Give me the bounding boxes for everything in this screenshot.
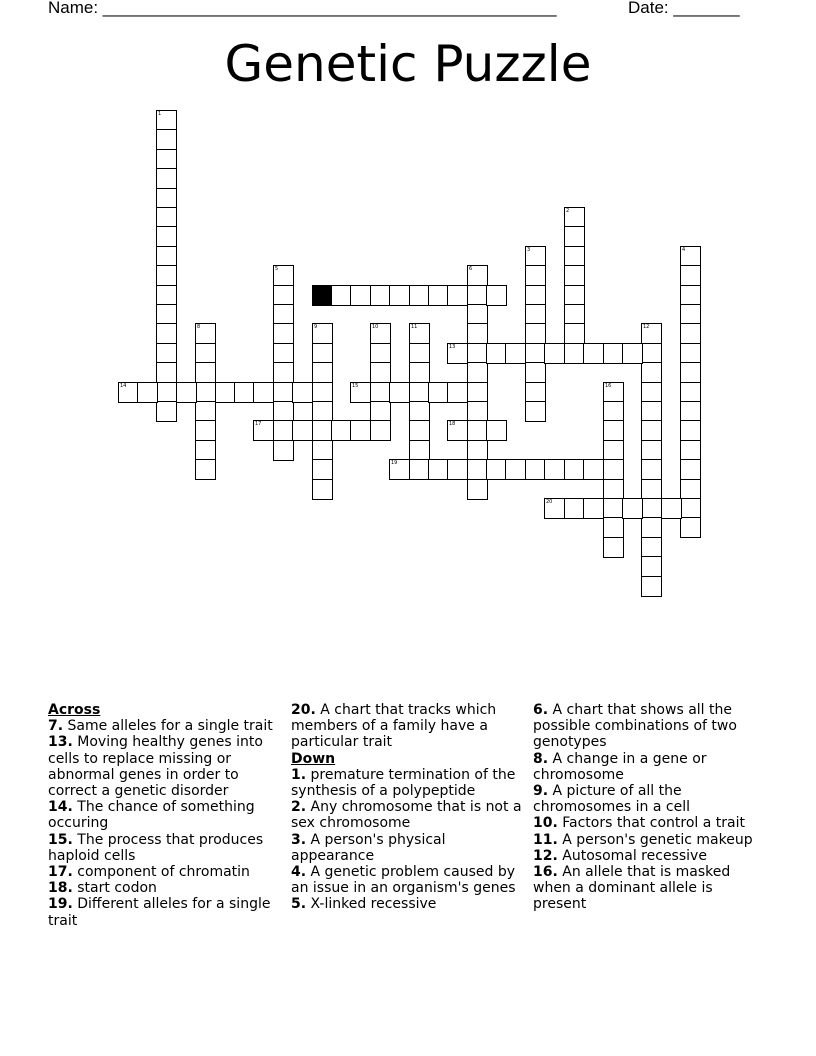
grid-cell[interactable] [253, 420, 274, 441]
grid-cell[interactable] [156, 207, 177, 228]
grid-cell[interactable] [370, 343, 391, 364]
clue-across-13: 13. Moving healthy genes into cells to replace missing or abnormal genes in order to correct a genetic disorder [48, 734, 263, 800]
clue-across-17: 17. component of chromatin [48, 864, 250, 881]
grid-cell[interactable] [447, 420, 468, 441]
cell-number: 15 [352, 383, 359, 389]
cell-number: 11 [411, 324, 418, 330]
grid-cell[interactable] [215, 382, 236, 403]
grid-cell[interactable] [467, 323, 488, 344]
grid-cell[interactable] [409, 440, 430, 461]
cell-number: 7 [314, 286, 318, 292]
grid-cell[interactable] [641, 459, 662, 480]
cell-number: 17 [255, 421, 262, 427]
across-heading: Across [48, 702, 101, 718]
grid-cell[interactable] [195, 382, 216, 403]
grid-cell[interactable] [156, 188, 177, 209]
clue-down-11: 11. A person's genetic makeup [533, 831, 753, 848]
grid-cell[interactable] [273, 323, 294, 344]
grid-cell[interactable] [603, 343, 624, 364]
grid-cell[interactable] [428, 285, 449, 306]
clue-down-4: 4. A genetic problem caused by an issue in an organism's genes [291, 864, 516, 897]
grid-cell[interactable] [525, 304, 546, 325]
grid-cell[interactable] [292, 382, 313, 403]
grid-cell[interactable] [525, 265, 546, 286]
grid-cell[interactable] [680, 440, 701, 461]
cell-number: 8 [197, 324, 201, 330]
grid-cell[interactable] [564, 285, 585, 306]
cell-number: 19 [391, 460, 398, 466]
grid-cell[interactable] [156, 401, 177, 422]
grid-cell[interactable] [680, 285, 701, 306]
grid-cell[interactable] [409, 362, 430, 383]
grid-cell[interactable] [195, 420, 216, 441]
grid-cell[interactable] [486, 343, 507, 364]
grid-cell[interactable] [389, 459, 410, 480]
clues-column-1 [48, 702, 280, 929]
grid-cell[interactable] [603, 440, 624, 461]
grid-cell[interactable] [273, 285, 294, 306]
grid-cell[interactable] [409, 459, 430, 480]
grid-cell[interactable] [525, 459, 546, 480]
grid-cell[interactable] [195, 440, 216, 461]
grid-cell[interactable] [641, 382, 662, 403]
cell-number: 12 [643, 324, 650, 330]
grid-cell[interactable] [680, 517, 701, 538]
grid-cell[interactable] [680, 420, 701, 441]
grid-cell[interactable] [156, 226, 177, 247]
grid-cell[interactable] [680, 246, 701, 267]
grid-cell[interactable] [583, 459, 604, 480]
grid-cell[interactable] [428, 382, 449, 403]
grid-cell[interactable] [195, 401, 216, 422]
grid-cell[interactable] [370, 401, 391, 422]
grid-cell[interactable] [467, 459, 488, 480]
grid-cell[interactable] [641, 420, 662, 441]
grid-cell[interactable] [680, 343, 701, 364]
grid-cell[interactable] [505, 459, 526, 480]
grid-cell[interactable] [156, 110, 177, 131]
clue-down-3: 3. A person's physical appearance [291, 831, 446, 864]
clue-down-6: 6. A chart that shows all the possible combinations of two genotypes [533, 702, 737, 751]
grid-cell[interactable] [467, 285, 488, 306]
grid-cell[interactable] [622, 343, 643, 364]
grid-cell[interactable] [505, 343, 526, 364]
grid-cell[interactable] [680, 362, 701, 383]
grid-cell[interactable] [273, 304, 294, 325]
grid-cell[interactable] [312, 343, 333, 364]
grid-cell[interactable] [428, 459, 449, 480]
grid-cell[interactable] [273, 401, 294, 422]
grid-cell[interactable] [370, 420, 391, 441]
grid-cell[interactable] [370, 382, 391, 403]
grid-cell[interactable] [331, 420, 352, 441]
grid-cell[interactable] [467, 362, 488, 383]
grid-cell[interactable] [467, 343, 488, 364]
grid-cell[interactable] [641, 517, 662, 538]
grid-cell[interactable] [156, 323, 177, 344]
grid-cell[interactable] [680, 382, 701, 403]
grid-cell[interactable] [525, 382, 546, 403]
grid-cell[interactable] [370, 323, 391, 344]
grid-cell[interactable] [195, 362, 216, 383]
grid-cell[interactable] [486, 420, 507, 441]
cell-number: 9 [314, 324, 318, 330]
grid-cell[interactable] [350, 382, 371, 403]
cell-number: 2 [566, 208, 570, 214]
grid-cell[interactable] [564, 343, 585, 364]
cell-number: 3 [527, 247, 531, 253]
grid-cell[interactable] [661, 498, 682, 519]
clue-down-12: 12. Autosomal recessive [533, 847, 707, 864]
grid-cell[interactable] [467, 420, 488, 441]
grid-cell[interactable] [641, 401, 662, 422]
grid-cell[interactable] [312, 323, 333, 344]
grid-cell[interactable] [564, 265, 585, 286]
down-heading: Down [291, 750, 336, 767]
grid-cell[interactable] [137, 382, 158, 403]
grid-cell[interactable] [156, 304, 177, 325]
clue-across-14: 14. The chance of something occuring [48, 799, 255, 832]
grid-cell[interactable] [467, 304, 488, 325]
grid-cell[interactable] [641, 576, 662, 597]
grid-cell[interactable] [603, 401, 624, 422]
grid-cell[interactable] [525, 401, 546, 422]
grid-cell[interactable] [680, 498, 701, 519]
grid-cell[interactable] [312, 420, 333, 441]
cell-number: 16 [605, 383, 612, 389]
grid-cell[interactable] [525, 343, 546, 364]
grid-cell[interactable] [564, 207, 585, 228]
grid-cell[interactable] [312, 362, 333, 383]
grid-cell[interactable] [447, 382, 468, 403]
grid-cell[interactable] [525, 246, 546, 267]
grid-cell[interactable] [622, 498, 643, 519]
grid-cell[interactable] [273, 362, 294, 383]
grid-cell[interactable] [680, 265, 701, 286]
grid-cell[interactable] [525, 285, 546, 306]
grid-cell[interactable] [641, 323, 662, 344]
grid-cell[interactable] [583, 343, 604, 364]
clue-down-10: 10. Factors that control a trait [533, 815, 745, 832]
cell-number: 14 [120, 383, 127, 389]
clues-column-2 [291, 702, 523, 913]
grid-cell[interactable] [331, 285, 352, 306]
grid-cell[interactable] [389, 382, 410, 403]
cell-number: 20 [546, 499, 553, 505]
grid-cell[interactable] [641, 343, 662, 364]
cell-number: 5 [275, 266, 279, 272]
grid-cell[interactable] [603, 382, 624, 403]
grid-cell[interactable] [583, 498, 604, 519]
grid-cell[interactable] [564, 226, 585, 247]
grid-cell[interactable] [409, 420, 430, 441]
grid-cell[interactable] [544, 459, 565, 480]
clue-down-8: 8. A change in a gene or chromosome [533, 750, 707, 783]
grid-cell[interactable] [156, 149, 177, 170]
grid-cell[interactable] [195, 459, 216, 480]
grid-cell[interactable] [195, 343, 216, 364]
grid-cell[interactable] [273, 420, 294, 441]
grid-cell[interactable] [409, 382, 430, 403]
page-title: Genetic Puzzle [224, 35, 592, 93]
grid-cell[interactable] [564, 498, 585, 519]
clue-down-5: 5. X-linked recessive [291, 896, 437, 913]
grid-cell[interactable] [603, 459, 624, 480]
grid-cell[interactable] [447, 285, 468, 306]
grid-cell[interactable] [156, 246, 177, 267]
grid-cell[interactable] [564, 323, 585, 344]
grid-cell[interactable] [156, 382, 177, 403]
grid-cell[interactable] [156, 265, 177, 286]
grid-cell[interactable] [156, 362, 177, 383]
grid-cell[interactable] [370, 362, 391, 383]
grid-cell[interactable] [370, 285, 391, 306]
grid-cell[interactable] [156, 285, 177, 306]
cell-number: 6 [469, 266, 473, 272]
date-field-label: Date: _______ [628, 0, 740, 17]
grid-cell[interactable] [156, 129, 177, 150]
grid-cell[interactable] [118, 382, 139, 403]
cell-number: 4 [682, 247, 686, 253]
grid-cell[interactable] [680, 459, 701, 480]
grid-cell[interactable] [641, 440, 662, 461]
grid-cell[interactable] [447, 343, 468, 364]
grid-cell[interactable] [603, 479, 624, 500]
grid-cell[interactable] [525, 362, 546, 383]
clue-across-20: 20. A chart that tracks which members of a family have a particular trait [291, 702, 497, 751]
grid-block [312, 285, 333, 306]
grid-cell[interactable] [467, 401, 488, 422]
grid-cell[interactable] [680, 401, 701, 422]
grid-cell[interactable] [641, 537, 662, 558]
grid-cell[interactable] [350, 420, 371, 441]
grid-cell[interactable] [641, 479, 662, 500]
grid-cell[interactable] [156, 168, 177, 189]
grid-cell[interactable] [680, 323, 701, 344]
clue-down-1: 1. premature termination of the synthesis of a polypeptide [291, 766, 516, 800]
grid-cell[interactable] [544, 498, 565, 519]
grid-cell[interactable] [486, 285, 507, 306]
clue-across-19: 19. Different alleles for a single trait [48, 896, 271, 929]
clue-across-18: 18. start codon [48, 880, 157, 897]
grid-cell[interactable] [486, 459, 507, 480]
grid-cell[interactable] [603, 420, 624, 441]
grid-cell[interactable] [564, 246, 585, 267]
grid-cell[interactable] [603, 498, 624, 519]
cell-number: 13 [449, 344, 456, 350]
grid-cell[interactable] [273, 382, 294, 403]
grid-cell[interactable] [312, 401, 333, 422]
cell-number: 10 [372, 324, 379, 330]
grid-cell[interactable] [389, 285, 410, 306]
grid-cell[interactable] [176, 382, 197, 403]
grid-cell[interactable] [680, 304, 701, 325]
grid-cell[interactable] [156, 343, 177, 364]
grid-cell[interactable] [234, 382, 255, 403]
grid-cell[interactable] [544, 343, 565, 364]
cell-number: 18 [449, 421, 456, 427]
grid-cell[interactable] [525, 323, 546, 344]
grid-cell[interactable] [603, 537, 624, 558]
grid-cell[interactable] [603, 517, 624, 538]
grid-cell[interactable] [467, 265, 488, 286]
clue-across-15: 15. The process that produces haploid cells [48, 831, 264, 864]
grid-cell[interactable] [312, 382, 333, 403]
grid-cell[interactable] [195, 323, 216, 344]
grid-cell[interactable] [447, 459, 468, 480]
grid-cell[interactable] [409, 343, 430, 364]
clue-down-16: 16. An allele that is masked when a dominant allele is present [533, 864, 731, 913]
grid-cell[interactable] [680, 479, 701, 500]
clue-down-9: 9. A picture of all the chromosomes in a cell [533, 783, 690, 816]
grid-cell[interactable] [409, 323, 430, 344]
grid-cell[interactable] [467, 382, 488, 403]
grid-cell[interactable] [641, 362, 662, 383]
grid-cell[interactable] [312, 459, 333, 480]
name-field-label: Name: ________________________________________________ [48, 0, 557, 17]
grid-cell[interactable] [641, 556, 662, 577]
grid-cell[interactable] [467, 440, 488, 461]
grid-cell[interactable] [273, 343, 294, 364]
clue-down-2: 2. Any chromosome that is not a sex chromosome [291, 799, 522, 832]
grid-cell[interactable] [564, 459, 585, 480]
grid-cell[interactable] [467, 479, 488, 500]
clue-across-7: 7. Same alleles for a single trait [48, 718, 273, 735]
grid-cell[interactable] [409, 401, 430, 422]
clues-column-3 [533, 702, 765, 913]
grid-cell[interactable] [292, 420, 313, 441]
grid-cell[interactable] [641, 498, 662, 519]
cell-number: 1 [158, 111, 162, 117]
grid-cell[interactable] [409, 285, 430, 306]
grid-cell[interactable] [312, 440, 333, 461]
grid-cell[interactable] [350, 285, 371, 306]
grid-cell[interactable] [273, 440, 294, 461]
grid-cell[interactable] [312, 479, 333, 500]
grid-cell[interactable] [564, 304, 585, 325]
grid-cell[interactable] [253, 382, 274, 403]
grid-cell[interactable] [273, 265, 294, 286]
